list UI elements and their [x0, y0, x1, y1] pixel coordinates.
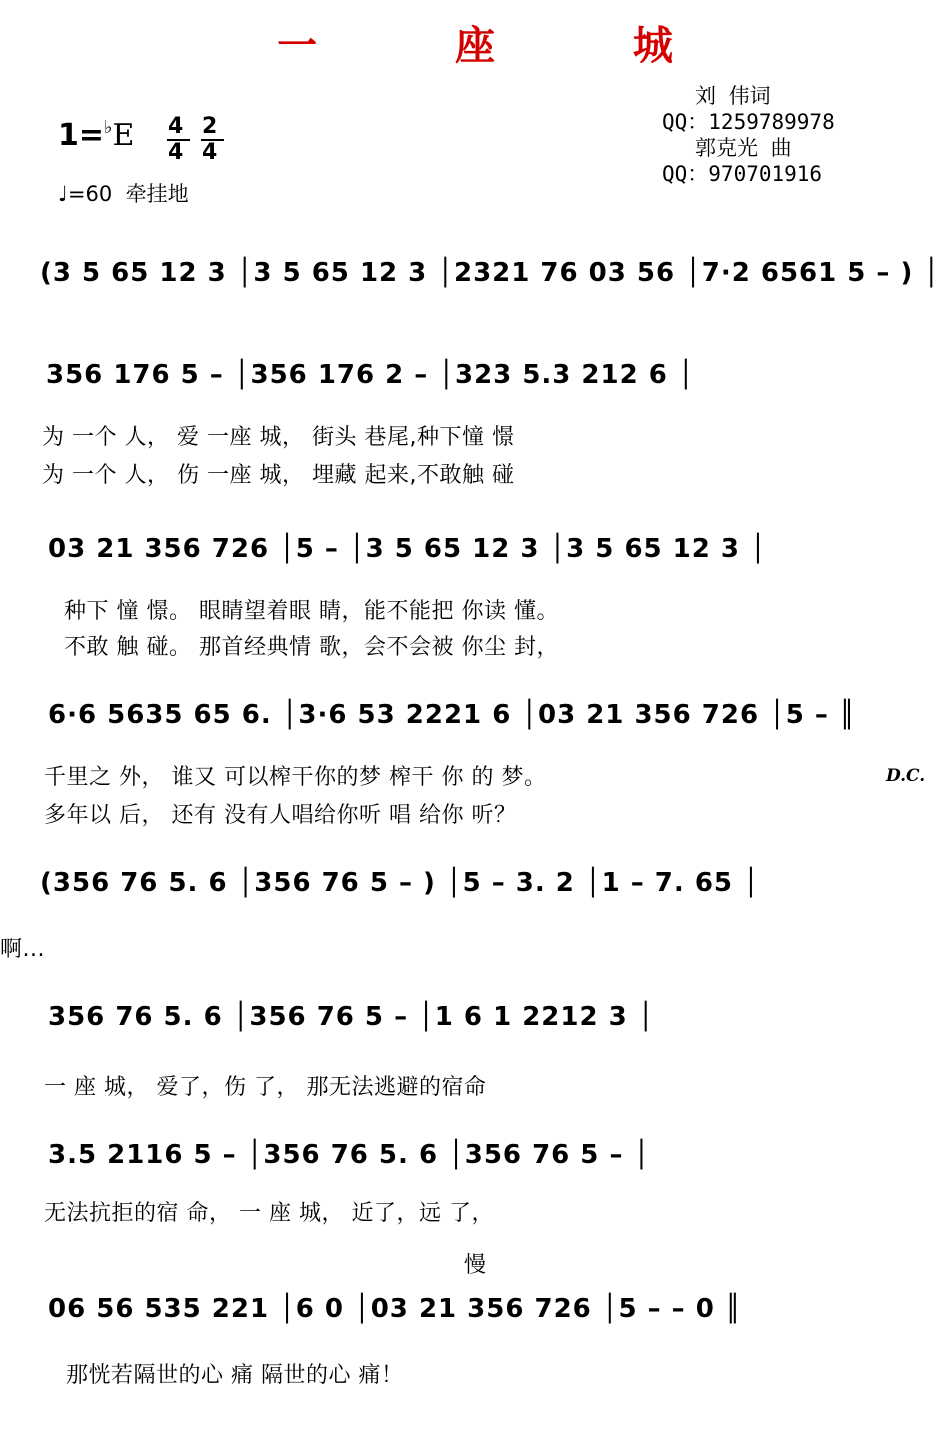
system-4-lyrics-1: 千里之 外， 谁又 可以榨干你的梦 榨干 你 的 梦。	[44, 765, 547, 790]
flat-symbol: ♭	[104, 117, 113, 138]
system-5-lyrics-1: 啊...	[0, 937, 45, 962]
key-prefix: 1=	[58, 118, 105, 153]
system-5-notes: (356 76 5. 6 │356 76 5 – ) │5 – 3. 2 │1 – 7. 65 │	[40, 868, 760, 898]
system-8-lyrics-1: 那恍若隔世的心 痛 隔世的心 痛！	[66, 1363, 404, 1388]
composer-credit: 郭克光 曲	[695, 136, 792, 160]
key-letter: E	[112, 118, 135, 153]
lyricist-credit: 刘 伟词	[695, 84, 771, 108]
composer-qq: QQ：970701916	[662, 162, 823, 186]
time-sig-top: 2	[202, 114, 218, 139]
system-4-lyrics-2: 多年以 后， 还有 没有人唱给你听 唱 给你 听？	[44, 803, 517, 828]
time-sig-bottom: 4	[202, 140, 218, 165]
system-4-notes: 6·6 5635 65 6. │3·6 53 2221 6 │03 21 356 726 │5 – ║	[48, 700, 856, 730]
time-sig-top: 4	[168, 114, 184, 139]
system-3-notes: 03 21 356 726 │5 – │3 5 65 12 3 │3 5 65 12 3 │	[48, 534, 767, 564]
slow-mark: 慢	[464, 1253, 487, 1278]
system-6-notes: 356 76 5. 6 │356 76 5 – │1 6 1 2212 3 │	[48, 1002, 655, 1032]
time-sig-bottom: 4	[168, 140, 184, 165]
system-3-lyrics-2: 不敢 触 碰。 那首经典情 歌，会不会被 你尘 封，	[64, 635, 559, 660]
lyricist-qq: QQ：1259789978	[662, 110, 835, 134]
tempo-marking	[58, 178, 189, 208]
song-title: 一 座 城	[277, 23, 735, 69]
system-2-notes: 356 176 5 – │356 176 2 – │323 5.3 212 6 │	[46, 360, 695, 390]
system-3-lyrics-1: 种下 憧 憬。 眼睛望着眼 睛，能不能把 你读 懂。	[64, 599, 559, 624]
system-8-notes: 06 56 535 221 │6 0 │03 21 356 726 │5 – – 0 ║	[48, 1294, 742, 1324]
system-7-notes: 3.5 2116 5 – │356 76 5. 6 │356 76 5 – │	[48, 1140, 651, 1170]
system-2-lyrics-2: 为 一个 人， 伤 一座 城， 埋藏 起来,不敢触 碰	[42, 463, 515, 488]
da-capo-mark: D.C.	[886, 766, 926, 786]
system-7-lyrics-1: 无法抗拒的宿 命， 一 座 城， 近了，远 了，	[44, 1201, 494, 1226]
tempo-value: =60	[67, 182, 113, 206]
system-2-lyrics-1: 为 一个 人， 爱 一座 城， 街头 巷尾,种下憧 憬	[42, 425, 515, 450]
tempo-expression: 牵挂地	[125, 182, 189, 206]
quarter-note-icon: ♩	[58, 182, 68, 206]
system-6-lyrics-1: 一 座 城， 爱了，伤 了， 那无法逃避的宿命	[44, 1075, 487, 1100]
system-1-notes: (3 5 65 12 3 │3 5 65 12 3 │2321 76 03 56 │7·2 6561 5 – ) │	[40, 258, 941, 288]
